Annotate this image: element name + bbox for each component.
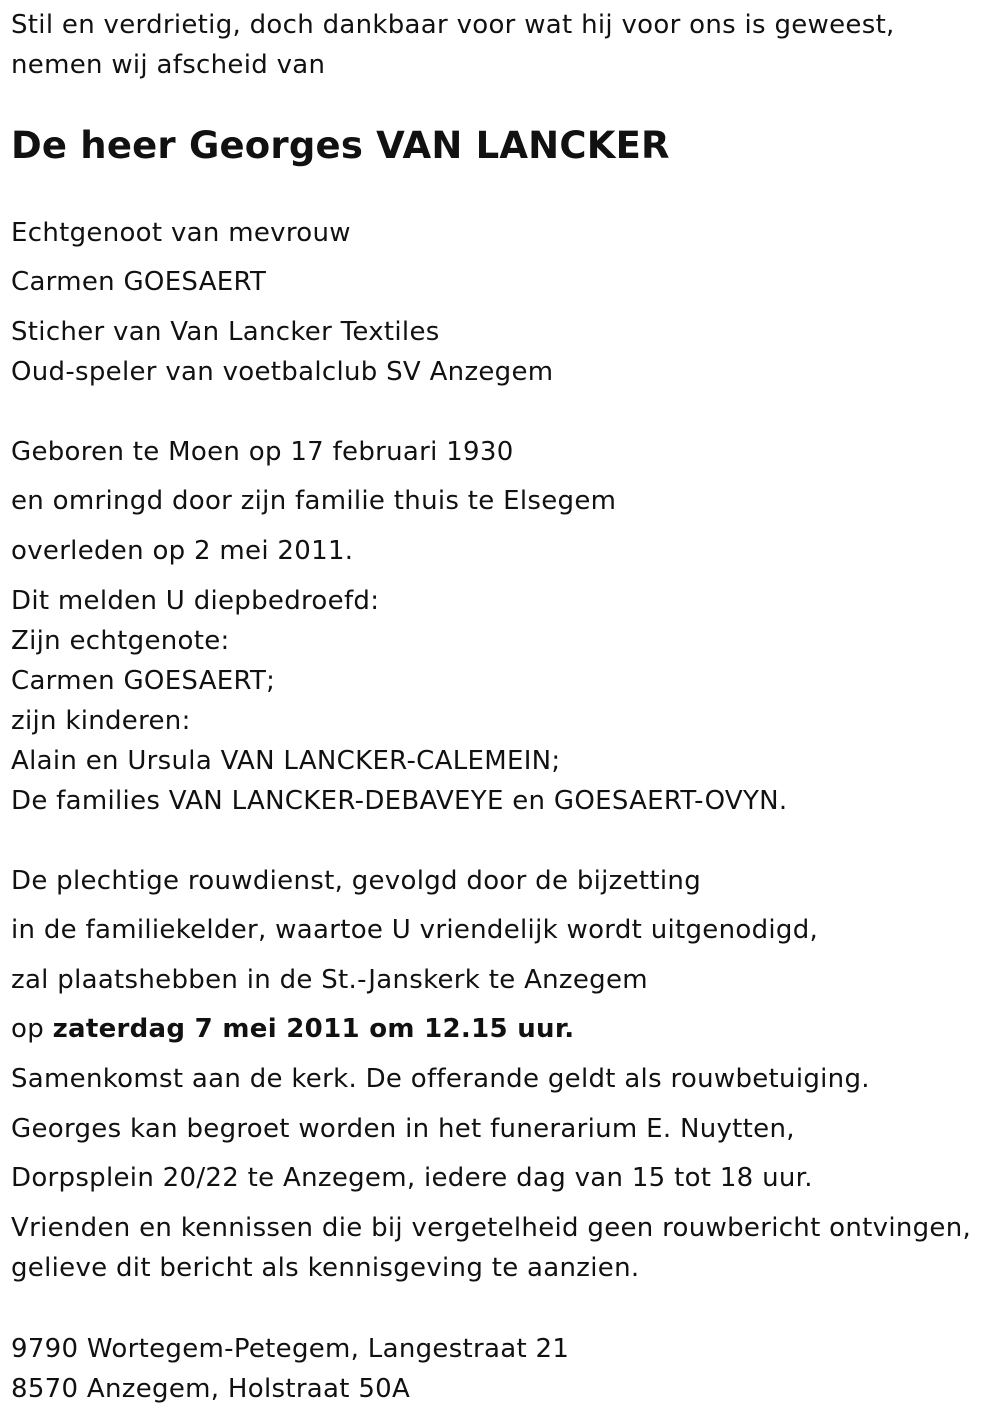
deceased-name: De heer Georges VAN LANCKER [11,124,670,167]
spouse-name: Carmen GOESAERT [11,267,267,297]
families-line: De families VAN LANCKER-DEBAVEYE en GOESAERT-OVYN. [11,786,788,816]
service-line-1: De plechtige rouwdienst, gevolgd door de bijzetting [11,866,702,896]
children-line: Alain en Ursula VAN LANCKER-CALEMEIN; [11,746,561,776]
address-line-2: 8570 Anzegem, Holstraat 50A [11,1374,411,1404]
surrounded-line: en omringd door zijn familie thuis te Elsegem [11,486,617,516]
announcement-spouse-name: Carmen GOESAERT; [11,666,276,696]
died-line: overleden op 2 mei 2011. [11,536,354,566]
spouse-label: Echtgenoot van mevrouw [11,218,351,248]
founder-line: Sticher van Van Lancker Textiles [11,317,440,347]
notice-line-2: gelieve dit bericht als kennisgeving te aanzien. [11,1253,640,1283]
children-label: zijn kinderen: [11,706,191,736]
service-line-2: in de familiekelder, waartoe U vriendelijk wordt uitgenodigd, [11,915,819,945]
notice-line-1: Vrienden en kennissen die bij vergetelheid geen rouwbericht ontvingen, [11,1213,972,1243]
address-line-1: 9790 Wortegem-Petegem, Langestraat 21 [11,1334,570,1364]
visit-line-1: Georges kan begroet worden in het funerarium E. Nuytten, [11,1114,795,1144]
player-line: Oud-speler van voetbalclub SV Anzegem [11,357,554,387]
visit-line-2: Dorpsplein 20/22 te Anzegem, iedere dag van 15 tot 18 uur. [11,1163,813,1193]
announcement-intro: Dit melden U diepbedroefd: [11,586,380,616]
service-line-3: zal plaatshebben in de St.-Janskerk te Anzegem [11,965,648,995]
intro-line-1: Stil en verdrietig, doch dankbaar voor wat hij voor ons is geweest, [11,10,895,40]
service-date-prefix: op [11,1014,53,1044]
service-date-line [11,1013,574,1045]
gathering-line: Samenkomst aan de kerk. De offerande geldt als rouwbetuiging. [11,1064,870,1094]
born-line: Geboren te Moen op 17 februari 1930 [11,437,514,467]
intro-line-2: nemen wij afscheid van [11,50,326,80]
announcement-spouse-label: Zijn echtgenote: [11,626,230,656]
service-date: zaterdag 7 mei 2011 om 12.15 uur. [52,1014,575,1044]
